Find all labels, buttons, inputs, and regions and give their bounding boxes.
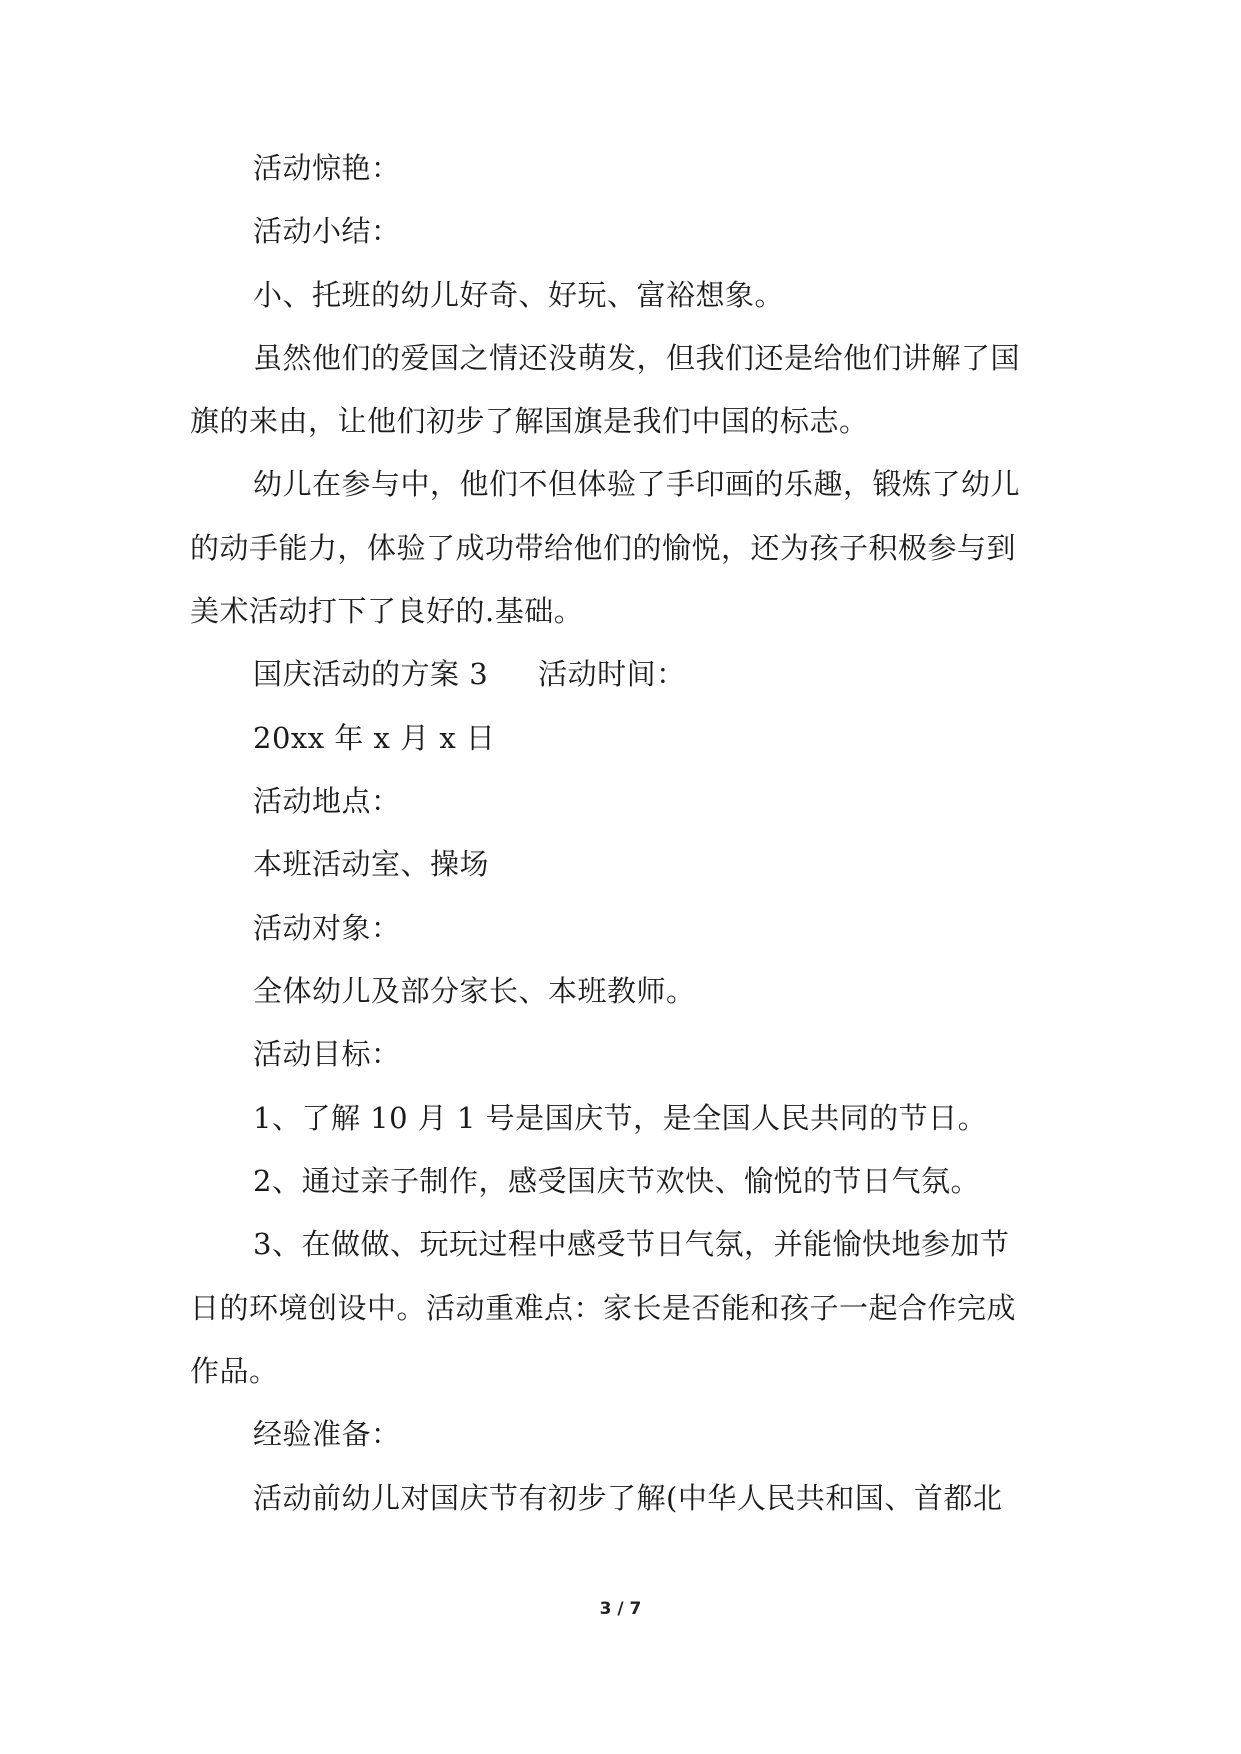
text-line [253, 656, 686, 692]
text-line: 的动手能力，体验了成功带给他们的愉悦，还为孩子积极参与到 [190, 531, 1017, 565]
text-line: 2、通过亲子制作，感受国庆节欢快、愉悦的节日气氛。 [253, 1164, 980, 1198]
text-line: 活动前幼儿对国庆节有初步了解(中华人民共和国、首都北 [253, 1481, 1003, 1515]
text-line: 经验准备： [253, 1417, 401, 1451]
text-line: 20xx 年 x 月 x 日 [253, 721, 496, 755]
text-line: 活动惊艳： [253, 151, 401, 185]
text-line: 活动地点： [253, 784, 401, 818]
text-line: 活动目标： [253, 1037, 401, 1071]
text-line: 小、托班的幼儿好奇、好玩、富裕想象。 [253, 278, 785, 312]
text-line: 幼儿在参与中，他们不但体验了手印画的乐趣，锻炼了幼儿 [253, 467, 1021, 501]
field-label: 活动时间： [538, 657, 686, 691]
text-line: 旗的来由，让他们初步了解国旗是我们中国的标志。 [190, 404, 869, 438]
text-line: 虽然他们的爱国之情还没萌发，但我们还是给他们讲解了国 [253, 341, 1021, 375]
text-line: 作品。 [190, 1354, 279, 1388]
text-line: 1、了解 10 月 1 号是国庆节，是全国人民共同的节日。 [253, 1101, 988, 1135]
page-number: 3 / 7 [599, 1599, 642, 1619]
text-line: 3、在做做、玩玩过程中感受节日气氛，并能愉快地参加节 [253, 1227, 1010, 1261]
text-line: 全体幼儿及部分家长、本班教师。 [253, 974, 696, 1008]
text-line: 活动小结： [253, 214, 401, 248]
section-heading: 国庆活动的方案 3 [253, 657, 489, 691]
text-line: 活动对象： [253, 911, 401, 945]
text-line: 本班活动室、操场 [253, 847, 490, 881]
text-line: 美术活动打下了良好的.基础。 [190, 594, 584, 628]
text-line: 日的环境创设中。活动重难点：家长是否能和孩子一起合作完成 [190, 1291, 1017, 1325]
